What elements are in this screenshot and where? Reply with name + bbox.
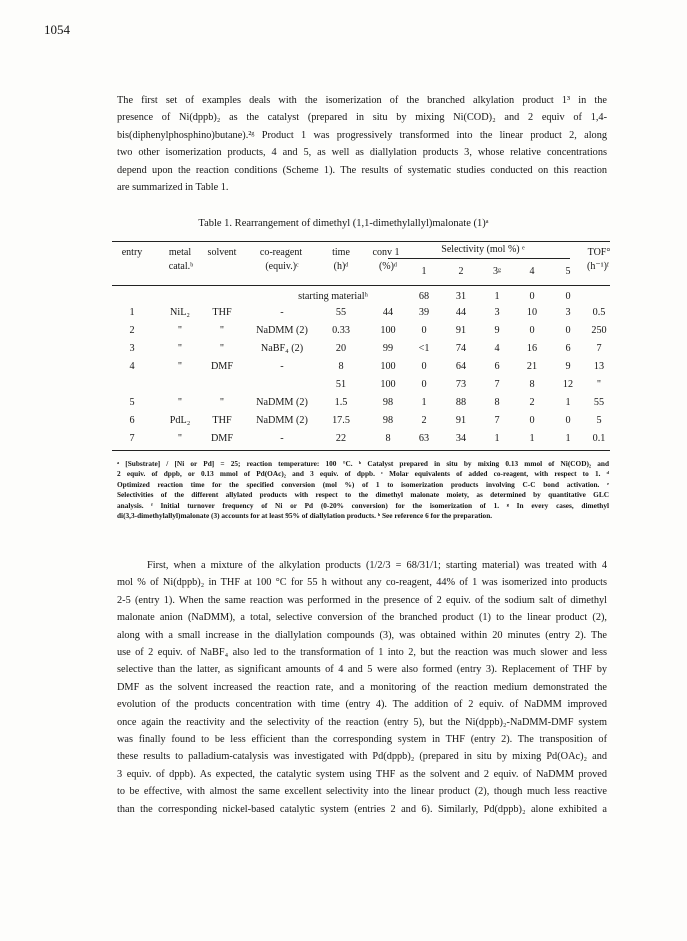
starting-material-label: starting materialʰ	[298, 291, 368, 302]
text-line: two other isomerization products, 4 and 5, as well as diallylation products 3, whose relative concentrations	[117, 147, 607, 159]
cell-time: 0.33	[332, 325, 350, 336]
cell-metal: "	[177, 343, 183, 354]
cell-conv: 44	[382, 307, 394, 318]
table-bottom-rule	[112, 450, 610, 451]
cell-metal: "	[177, 433, 183, 444]
text-line: than the corresponding nickel-based catalytic system (entries 2 and 6). Similarly, Pd(dppb)₂ alone exhibited a	[117, 803, 607, 815]
cell-sel-1: 63	[418, 433, 430, 444]
cell-sel-3: 1	[494, 433, 500, 444]
cell-sel-3: 3	[494, 307, 500, 318]
cell-conv: 8	[385, 433, 391, 444]
cell-coreagent: -	[280, 307, 284, 318]
table-header-rule	[112, 285, 610, 286]
table-top-rule	[112, 241, 610, 242]
cell-sel-5: 1	[565, 433, 571, 444]
cell-conv: 98	[382, 397, 394, 408]
cell-tof: 0.1	[592, 433, 606, 444]
cell-sel-4: 8	[529, 379, 535, 390]
cell-sel-4: 0	[529, 415, 535, 426]
header-coreagent: co-reagent	[259, 247, 303, 258]
cell-solvent: "	[219, 397, 225, 408]
text-line: was finally found to be less efficient than the corresponding system in THF (entry 2). The transposition of	[117, 734, 607, 746]
text-line: use of 2 equiv. of NaBF₄ also led to the transformation of 1 into 2, but the reaction was much slower and less	[117, 647, 607, 659]
header-metal-sub: catal.ᵇ	[168, 261, 194, 272]
cell-sel-5: 3	[565, 307, 571, 318]
cell-sel-5: 6	[565, 343, 571, 354]
cell-coreagent: NaDMM (2)	[256, 397, 308, 408]
footnote-line: ᵃ [Substrate] / [Ni or Pd] = 25; reaction temperature: 100 °C. ᵇ Catalyst prepared in situ by mixing 0.13 mmol of Ni(COD)₂ and	[117, 459, 609, 468]
starting-material-value: 0	[565, 291, 571, 302]
cell-coreagent: -	[280, 361, 284, 372]
header-time-sub: (h)ᵈ	[333, 261, 349, 272]
results-paragraph	[117, 557, 607, 818]
cell-sel-2: 64	[455, 361, 467, 372]
text-line: 2-5 (entry 1). When the same reaction was performed in the presence of 2 equiv. of the sodium salt of dimethyl	[117, 594, 607, 606]
starting-material-value: 1	[494, 291, 500, 302]
cell-tof: 55	[593, 397, 605, 408]
header-entry: entry	[121, 247, 143, 258]
cell-time: 17.5	[332, 415, 350, 426]
cell-conv: 100	[380, 379, 396, 390]
header-sel-2: 2	[458, 266, 464, 277]
header-solvent: solvent	[207, 247, 237, 258]
cell-sel-4: 10	[526, 307, 538, 318]
text-line: bis(diphenylphosphino)butane).²ᵍ Product 1 was progressively transformed into the linear product 2, along	[117, 129, 607, 141]
cell-sel-2: 44	[455, 307, 467, 318]
cell-sel-5: 0	[565, 415, 571, 426]
cell-sel-4: 0	[529, 325, 535, 336]
text-line: malonate anion (NaDMM), a total, selective conversion of the branched product (1) to the linear product (2),	[117, 612, 607, 624]
text-line: mol % of Ni(dppb)₂ in THF at 100 °C for 55 h without any co-reagent, 44% of 1 was isomerized into products	[117, 577, 607, 589]
text-line: once again the reactivity and the selectivity of the reaction (entry 5), but the Ni(dppb)₂-NaDMM-DMF system	[117, 716, 607, 728]
cell-tof: 7	[596, 343, 602, 354]
cell-sel-1: 39	[418, 307, 430, 318]
cell-sel-1: 0	[421, 379, 427, 390]
text-line: presence of Ni(dppb)₂ as the catalyst (prepared in situ by mixing Ni(COD)₂ and 2 equiv of 1,4-	[117, 112, 607, 124]
cell-sel-2: 73	[455, 379, 467, 390]
header-selectivity: Selectivity (mol %) ᵉ	[441, 244, 525, 255]
cell-conv: 98	[382, 415, 394, 426]
cell-tof: "	[596, 379, 602, 390]
page-number: 1054	[44, 22, 70, 37]
cell-sel-2: 91	[455, 415, 467, 426]
cell-conv: 100	[380, 325, 396, 336]
cell-solvent: "	[219, 325, 225, 336]
cell-coreagent: -	[280, 433, 284, 444]
cell-entry: 1	[129, 307, 135, 318]
cell-time: 51	[335, 379, 347, 390]
cell-metal: "	[177, 397, 183, 408]
cell-tof: 250	[591, 325, 607, 336]
cell-tof: 0.5	[592, 307, 606, 318]
footnote-line: di(3,3-dimethylallyl)malonate (3) accounts for at least 95% of diallylation products. ʰ See reference 6 for the preparation.	[117, 511, 493, 521]
footnote-line: Optimized reaction time for the specified conversion (mol %) of 1 to isomerization products involving C-C bond activation. ᵉ	[117, 479, 609, 489]
cell-sel-3: 8	[494, 397, 500, 408]
cell-sel-5: 12	[562, 379, 574, 390]
header-time: time	[332, 247, 350, 258]
selectivity-rule	[388, 258, 570, 259]
cell-entry: 4	[129, 361, 135, 372]
text-line: selective than the latter, as significant amounts of 4 and 5 were also formed (entry 3). Replacement of THF by	[117, 664, 607, 676]
cell-coreagent: NaBF₄ (2)	[260, 343, 304, 354]
text-line: First, when a mixture of the alkylation products (1/2/3 = 68/31/1; starting material) was treated with 4	[147, 560, 607, 571]
header-tof-sub: (h⁻¹)ᶠ	[586, 261, 610, 272]
cell-sel-4: 1	[529, 433, 535, 444]
starting-material-value: 0	[529, 291, 535, 302]
cell-coreagent: NaDMM (2)	[256, 325, 308, 336]
cell-entry: 3	[129, 343, 135, 354]
starting-material-value: 31	[455, 291, 467, 302]
cell-time: 8	[338, 361, 344, 372]
cell-solvent: THF	[212, 415, 232, 426]
cell-time: 1.5	[334, 397, 348, 408]
cell-sel-4: 16	[526, 343, 538, 354]
table-caption: Table 1. Rearrangement of dimethyl (1,1-dimethylallyl)malonate (1)ᵃ	[198, 218, 489, 229]
cell-solvent: DMF	[210, 361, 234, 372]
cell-sel-3: 7	[494, 415, 500, 426]
cell-entry: 6	[129, 415, 135, 426]
header-sel-5: 5	[565, 266, 571, 277]
text-line: 3 equiv. of dppb). As expected, the catalytic system using THF as the solvent and 2 equiv. of NaDMM proved	[117, 768, 607, 780]
cell-sel-3: 9	[494, 325, 500, 336]
cell-solvent: THF	[212, 307, 232, 318]
header-tof: TOF°	[587, 247, 611, 258]
text-line: evolution of the products concentration with time (entry 4). The addition of 2 equiv. of NaDMM improved	[117, 699, 607, 711]
text-line: along with a small increase in the diallylation compounds (3), was obtained within 20 minutes (entry 2). The	[117, 629, 607, 641]
cell-time: 20	[335, 343, 347, 354]
header-coreagent-sub: (equiv.)ᶜ	[265, 261, 299, 272]
text-line: these results to palladium-catalysis was investigated with Pd(dppb)₂ (prepared in situ by mixing Pd(OAc)₂ and	[117, 751, 607, 763]
footnote-line: analysis. ᶠ Initial turnover frequency of Ni or Pd (0-20% conversion) for the isomerization of 1. ᵍ In every cases, dimethyl	[117, 500, 609, 510]
cell-metal: NiL₂	[170, 307, 190, 318]
cell-sel-5: 0	[565, 325, 571, 336]
header-sel-1: 1	[421, 266, 427, 277]
cell-sel-1: 0	[421, 361, 427, 372]
header-metal: metal	[168, 247, 192, 258]
cell-coreagent: NaDMM (2)	[256, 415, 308, 426]
intro-paragraph	[117, 92, 607, 196]
header-conv: conv 1	[372, 247, 400, 258]
cell-sel-1: <1	[418, 343, 430, 354]
text-line: DMF as the solvent increased the reaction rate, and a monitoring of the reaction medium demonstrated the	[117, 681, 607, 693]
cell-sel-3: 6	[494, 361, 500, 372]
cell-sel-5: 1	[565, 397, 571, 408]
cell-tof: 13	[593, 361, 605, 372]
cell-sel-4: 2	[529, 397, 535, 408]
cell-sel-2: 34	[455, 433, 467, 444]
header-sel-3: 3ᵍ	[492, 266, 502, 277]
header-conv-sub: (%)ᵈ	[378, 261, 398, 272]
text-line: are summarized in Table 1.	[117, 182, 229, 194]
text-line: to be effective, with almost the same excellent selectivity into the linear product (2), though much less reactive	[117, 786, 607, 798]
cell-solvent: "	[219, 343, 225, 354]
table-footnotes	[117, 459, 609, 521]
text-line: depend upon the reaction conditions (Scheme 1). The results of systematic studies conducted on this reaction	[117, 164, 607, 176]
cell-time: 22	[335, 433, 347, 444]
cell-metal: PdL₂	[169, 415, 191, 426]
cell-time: 55	[335, 307, 347, 318]
cell-sel-1: 0	[421, 325, 427, 336]
cell-tof: 5	[596, 415, 602, 426]
text-line: The first set of examples deals with the isomerization of the branched alkylation product 1³ in the	[117, 95, 607, 106]
cell-conv: 99	[382, 343, 394, 354]
cell-sel-1: 1	[421, 397, 427, 408]
footnote-line: 2 equiv. of dppb, or 0.13 mmol of Pd(OAc)₂ and 3 equiv. of dppb. ᶜ Molar equivalents of added co-reagent, with respect to 1. ᵈ	[117, 469, 609, 479]
starting-material-value: 68	[418, 291, 430, 302]
cell-sel-2: 74	[455, 343, 467, 354]
cell-sel-4: 21	[526, 361, 538, 372]
cell-sel-1: 2	[421, 415, 427, 426]
cell-conv: 100	[380, 361, 396, 372]
cell-sel-3: 4	[494, 343, 500, 354]
cell-entry: 5	[129, 397, 135, 408]
cell-entry: 7	[129, 433, 135, 444]
cell-sel-2: 88	[455, 397, 467, 408]
cell-entry: 2	[129, 325, 135, 336]
cell-sel-3: 7	[494, 379, 500, 390]
header-sel-4: 4	[529, 266, 535, 277]
footnote-line: Selectivities of the different allylated products with respect to the dimethyl malonate moiety, as determined by quantitative GLC	[117, 490, 609, 500]
cell-solvent: DMF	[210, 433, 234, 444]
cell-metal: "	[177, 325, 183, 336]
cell-sel-2: 91	[455, 325, 467, 336]
cell-metal: "	[177, 361, 183, 372]
cell-sel-5: 9	[565, 361, 571, 372]
